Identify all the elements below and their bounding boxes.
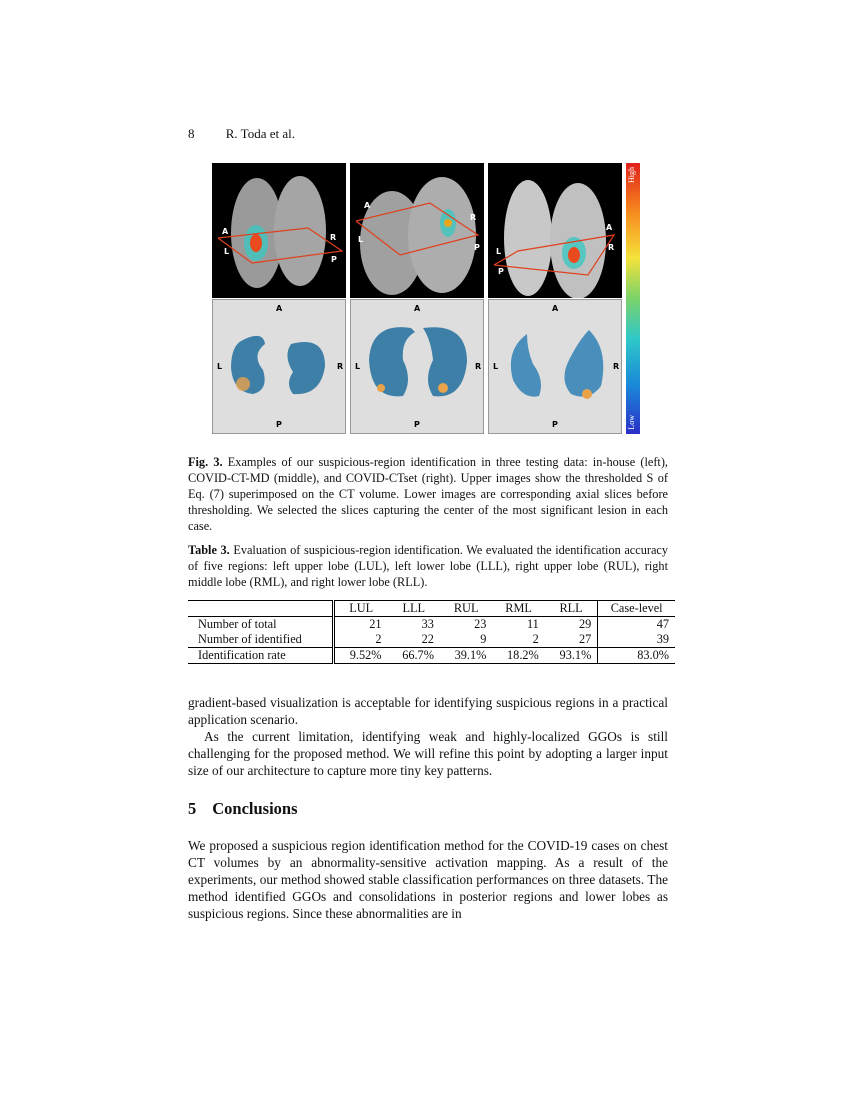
- label-l: L: [496, 247, 502, 256]
- section-heading: [188, 799, 675, 819]
- header-cell: Case-level: [598, 601, 675, 617]
- label-r: R: [475, 362, 482, 371]
- cell: 21: [369, 617, 382, 631]
- cell: 39.1%: [440, 648, 492, 664]
- figure-caption: [188, 454, 668, 534]
- label-r: R: [337, 362, 344, 371]
- axial-slice-covid-ctset: [488, 299, 622, 434]
- label-a: A: [552, 304, 559, 313]
- volume-render-inhouse: [212, 163, 346, 298]
- header-cell: RLL: [545, 601, 598, 617]
- label-p: P: [276, 420, 282, 429]
- header-cell: RUL: [440, 601, 492, 617]
- cell: 11: [526, 617, 539, 631]
- label-l: L: [224, 247, 230, 256]
- section-number: 5: [188, 799, 197, 818]
- running-header: [188, 126, 323, 142]
- table-caption-text: Evaluation of suspicious-region identification. We evaluated the identification accuracy of five regions: left upper lobe (LUL), left lower lobe (LLL), right upper lobe (RUL), right middle lobe (RML), and right lower lobe (RLL).: [188, 543, 669, 589]
- colorbar-low-label: Low: [627, 415, 636, 430]
- cell: 18.2%: [492, 648, 544, 664]
- table-row: [188, 632, 675, 648]
- label-r: R: [330, 233, 337, 242]
- header-cell: LUL: [333, 601, 387, 617]
- header-cell: RML: [492, 601, 544, 617]
- figure-3: [212, 163, 642, 434]
- label-l: L: [358, 235, 364, 244]
- label-p: P: [552, 420, 558, 429]
- label-p: P: [498, 267, 504, 276]
- label-a: A: [276, 304, 283, 313]
- cell: 83.0%: [598, 648, 675, 664]
- label-p: P: [414, 420, 420, 429]
- table-caption: [188, 542, 668, 590]
- label-l: L: [493, 362, 499, 371]
- label-l: L: [355, 362, 361, 371]
- row-label: Number of total: [188, 617, 333, 633]
- body-paragraph: We proposed a suspicious region identification method for the COVID-19 cases on chest CT volumes by an abnormality-sensitive activation mapping. As a result of the experiments, our method showed stable classification performances on three datasets. The method identified GGOs and consolidations in posterior regions and lower lobes as suspicious regions. Since these abnormalities are in: [188, 838, 668, 921]
- label-r: R: [470, 213, 477, 222]
- page-number: 8: [188, 126, 195, 141]
- body-paragraph: gradient-based visualization is acceptable for identifying suspicious regions in a practical application scenario.: [188, 695, 668, 727]
- label-a: A: [222, 227, 229, 236]
- body-paragraph: As the current limitation, identifying weak and highly-localized GGOs is still challenging for the proposed method. We will refine this point by adopting a larger input size of our architecture to capture more tiny key patterns.: [188, 729, 668, 778]
- colorbar-high-label: High: [627, 167, 636, 183]
- volume-render-covid-ct-md: [350, 163, 484, 298]
- cell: 33: [421, 617, 434, 631]
- figure-caption-label: Fig. 3.: [188, 455, 223, 469]
- cell: 27: [579, 632, 592, 646]
- row-label: Number of identified: [188, 632, 333, 648]
- running-authors: R. Toda et al.: [225, 126, 296, 141]
- header-cell: [188, 601, 333, 617]
- label-l: L: [217, 362, 223, 371]
- results-table: [188, 600, 675, 664]
- axial-slice-covid-ct-md: [350, 299, 484, 434]
- volume-render-covid-ctset: [488, 163, 622, 298]
- cell: 47: [598, 617, 675, 633]
- cell: 29: [579, 617, 592, 631]
- label-r: R: [608, 243, 615, 252]
- text-column: [188, 454, 675, 922]
- header-cell: LLL: [388, 601, 440, 617]
- cell: 93.1%: [545, 648, 598, 664]
- cell: 39: [598, 632, 675, 648]
- cell: 2: [375, 632, 382, 646]
- label-p: P: [331, 255, 337, 264]
- table-caption-label: Table 3.: [188, 543, 230, 557]
- cell: 23: [474, 617, 487, 631]
- table-row: [188, 617, 675, 633]
- axial-slice-inhouse: [212, 299, 346, 434]
- label-r: R: [613, 362, 620, 371]
- cell: 9.52%: [333, 648, 387, 664]
- cell: 2: [532, 632, 539, 646]
- label-a: A: [414, 304, 421, 313]
- section-title: Conclusions: [212, 799, 298, 818]
- table-row: [188, 648, 675, 664]
- figure-caption-text: Examples of our suspicious-region identification in three testing data: in-house (left), COVID-CT-MD (middle), and COVID-CTset (right). Upper images show the thresholded S of Eq. (7) superimposed on the CT volume. Lower images are corresponding axial slices before thresholding. We selected the slices capturing the center of the most significant lesion in each case.: [188, 455, 668, 533]
- colorbar: [626, 163, 640, 434]
- table-header-row: [188, 601, 675, 617]
- label-a: A: [606, 223, 613, 232]
- label-p: P: [474, 243, 480, 252]
- cell: 9: [480, 632, 487, 646]
- row-label: Identification rate: [188, 648, 333, 664]
- cell: 66.7%: [388, 648, 440, 664]
- label-a: A: [364, 201, 371, 210]
- cell: 22: [421, 632, 434, 646]
